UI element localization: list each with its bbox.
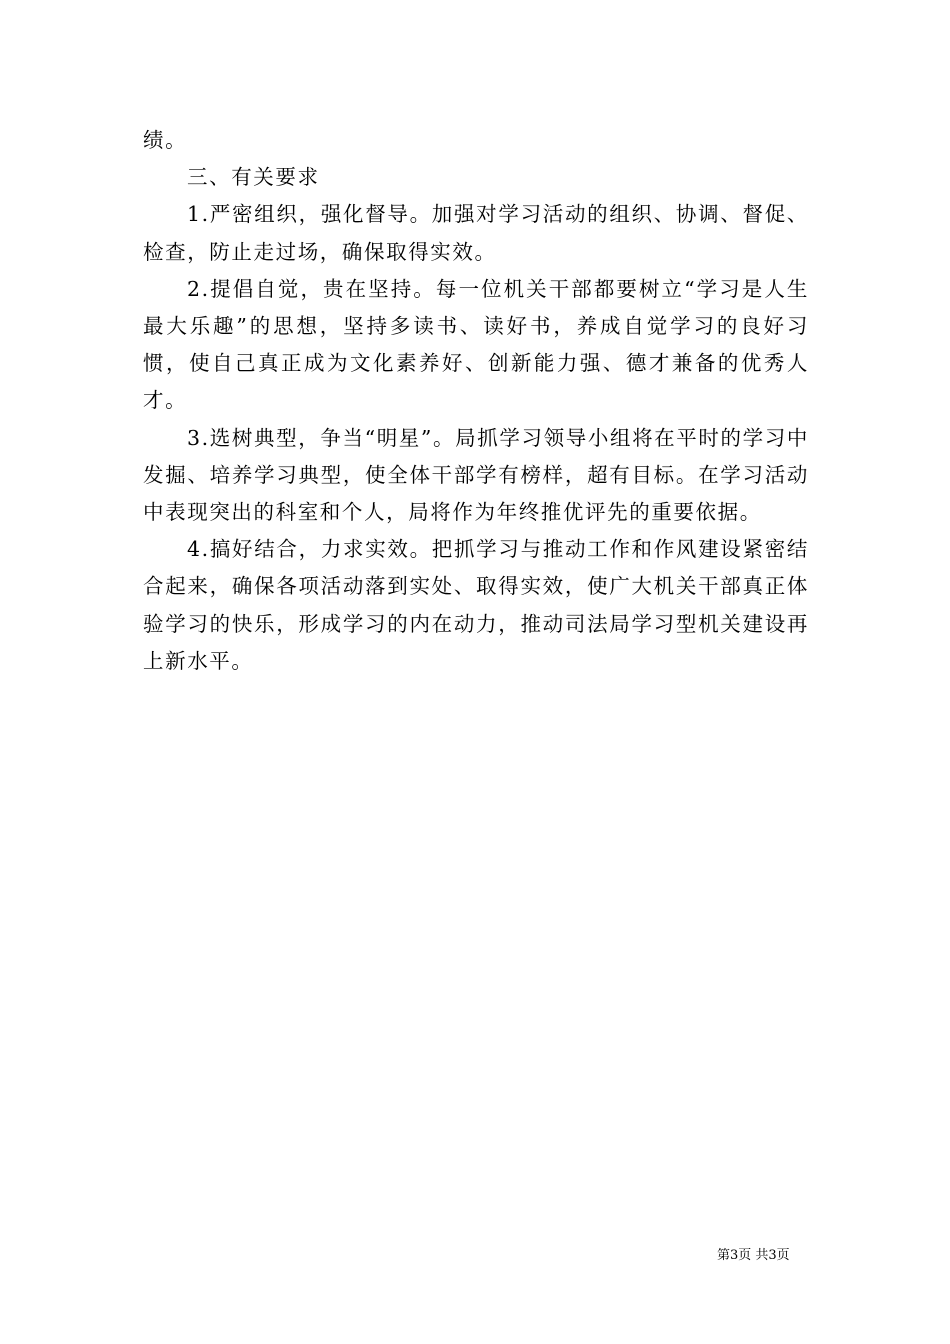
document-body xyxy=(143,122,809,680)
paragraph-3: 3.选树典型，争当“明星”。局抓学习领导小组将在平时的学习中发掘、培养学习典型，使全体干部学有榜样，超有目标。在学习活动中表现突出的科室和个人，局将作为年终推优评先的重要依据。 xyxy=(143,425,809,525)
section-heading: 三、有关要求 xyxy=(187,165,320,190)
paragraph-1: 1.严密组织，强化督导。加强对学习活动的组织、协调、督促、检查，防止走过场，确保取得实效。 xyxy=(143,202,809,264)
continued-line: 绩。 xyxy=(143,128,188,152)
paragraph-2: 2.提倡自觉，贵在坚持。每一位机关干部都要树立“学习是人生最大乐趣”的思想，坚持多读书、读好书，养成自觉学习的良好习惯，使自己真正成为文化素养好、创新能力强、德才兼备的优秀人才。 xyxy=(143,276,809,413)
paragraph-4: 4.搞好结合，力求实效。把抓学习与推动工作和作风建设紧密结合起来，确保各项活动落到实处、取得实效，使广大机关干部真正体验学习的快乐，形成学习的内在动力，推动司法局学习型机关建设再上新水平。 xyxy=(143,537,809,673)
page-number-footer: 第3页 共3页 xyxy=(717,1248,790,1263)
